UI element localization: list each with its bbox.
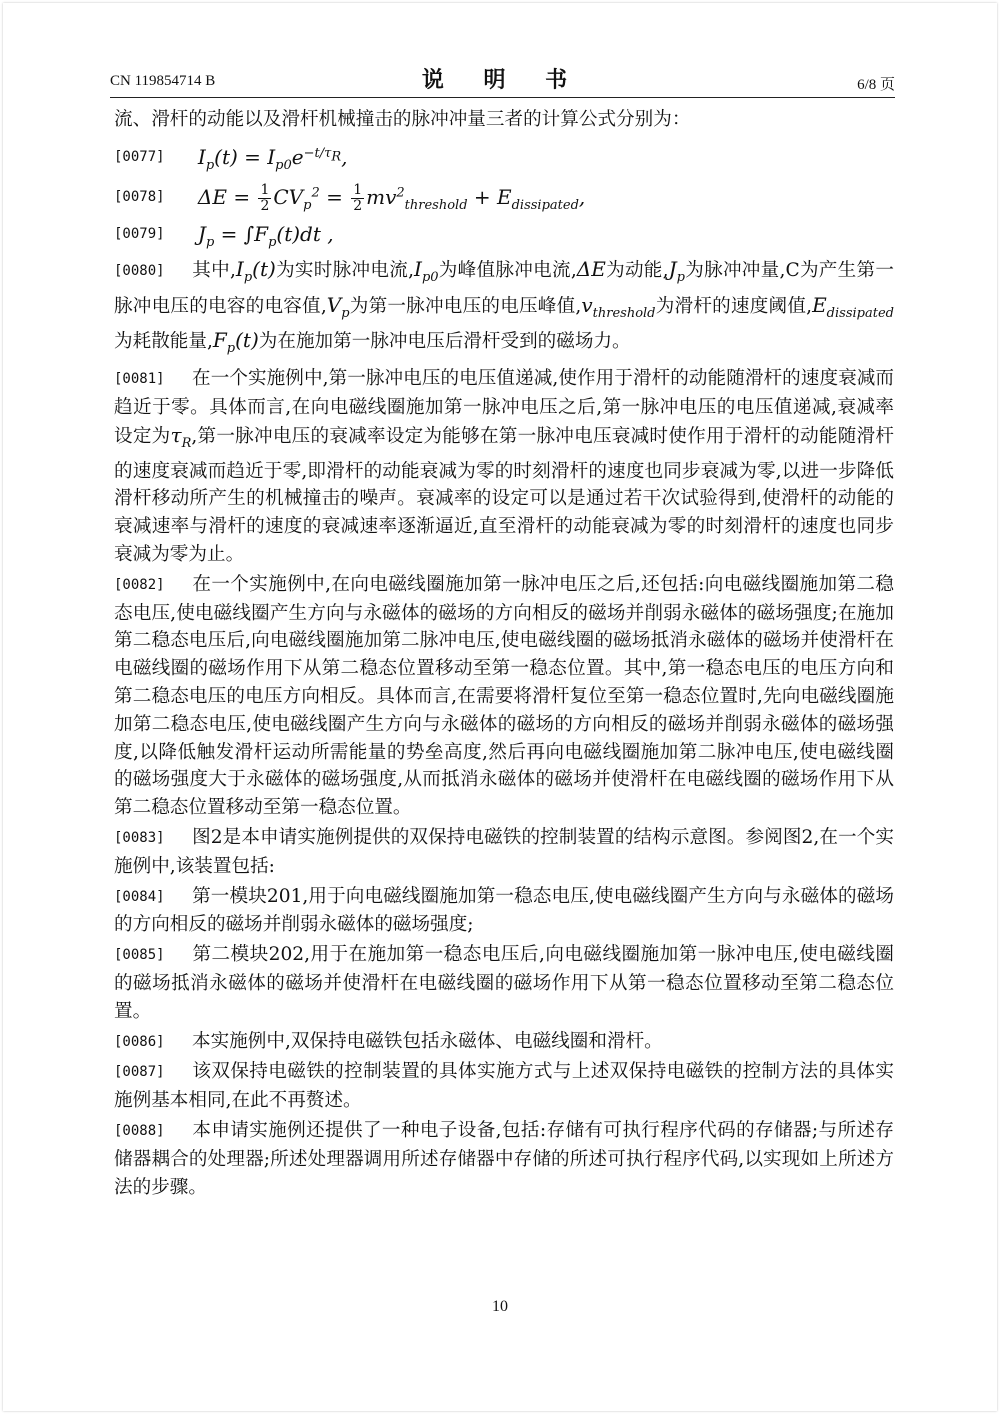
intro-line: 流、滑杆的动能以及滑杆机械撞击的脉冲冲量三者的计算公式分别为： [114, 109, 691, 130]
document-title: 说 明 书 [421, 67, 584, 93]
paragraph-text: 为脉冲冲量,C为产生第一脉冲电压的电容的电容值, [114, 259, 894, 317]
paragraph-number: [0078] [114, 189, 165, 206]
paragraph-number: [0081] [114, 371, 165, 388]
header-divider [110, 97, 895, 98]
symbol-v-threshold: $v_{threshold}$ [581, 292, 656, 321]
paragraph-text: 为第一脉冲电压的电压峰值, [349, 295, 582, 317]
symbol-vp: $V_p$ [326, 292, 350, 321]
paragraph-text: 在一个实施例中,第一脉冲电压的电压值递减,使作用于滑杆的动能随滑杆的速度衰减而趋近于零。具体而言,在向电磁线圈施加第一脉冲电压之后,第一脉冲电压的电压值递减,衰减率设定为 [114, 368, 894, 447]
paragraph-text: 图2是本申请实施例提供的双保持电磁铁的控制装置的结构示意图。参阅图2,在一个实施例中,该装置包括: [114, 826, 894, 877]
paragraph-text: 为耗散能量, [114, 331, 213, 353]
paragraph-0077 [114, 136, 894, 172]
symbol-delta-e: ΔE [576, 256, 606, 281]
page-header [110, 63, 895, 95]
paragraph-number: [0080] [114, 262, 165, 279]
paragraph-0079 [114, 216, 894, 252]
paragraph-number: [0088] [114, 1122, 165, 1139]
publication-number: CN 119854714 B [110, 73, 216, 89]
document-page [3, 3, 997, 1411]
symbol-ip-t: $I_p(t)$ [235, 256, 276, 285]
paragraph-number: [0085] [114, 947, 165, 964]
page-number: 10 [492, 1298, 508, 1315]
formula-impulse: $J_p = \int F_p(t)dt$ , [197, 221, 334, 250]
formula-energy: ΔE = $\frac{1}{2}$ $CV_p^2$ = $\frac{1}{2}$ $mv^2_{threshold} + E_{dissipated}$, [197, 182, 586, 215]
paragraph-0078 [114, 176, 894, 215]
paragraph-0087 [114, 1058, 894, 1115]
paragraph-text: 为滑杆的速度阈值, [655, 295, 813, 317]
paragraph-number: [0087] [114, 1064, 165, 1081]
symbol-tau-r: $\tau_R$ [170, 422, 192, 451]
paragraph-0084 [114, 883, 894, 940]
symbol-e-dissipated: $E_{dissipated}$ [812, 292, 894, 321]
paragraph-text: 该双保持电磁铁的控制装置的具体实施方式与上述双保持电磁铁的控制方法的具体实施例基本相同,在此不再赘述。 [114, 1061, 894, 1112]
paragraph-text: 为峰值脉冲电流, [438, 259, 577, 281]
paragraph-0080 [114, 256, 894, 363]
paragraph-number: [0077] [114, 149, 165, 166]
paragraph-text: 为动能, [605, 259, 669, 281]
paragraph-number: [0083] [114, 829, 165, 846]
paragraph-text: 为实时脉冲电流, [275, 259, 415, 281]
symbol-fp-t: $F_p(t)$ [212, 328, 259, 357]
symbol-ip0: $I_{p0}$ [414, 256, 439, 285]
paragraph-number: [0084] [114, 888, 165, 905]
paragraph-number: [0082] [114, 576, 165, 593]
page-count: 6/8 页 [857, 77, 895, 93]
formula-current: $I_p(t) = I_{p0}e^{-t/\tau_R}$, [197, 145, 348, 174]
paragraph-0083 [114, 824, 894, 881]
paragraph-text: 为在施加第一脉冲电压后滑杆受到的磁场力。 [258, 331, 631, 353]
paragraph-text: 本实施例中,双保持电磁铁包括永磁体、电磁线圈和滑杆。 [192, 1030, 663, 1052]
paragraph-text: 第二模块202,用于在施加第一稳态电压后,向电磁线圈施加第一脉冲电压,使电磁线圈的磁场抵消永磁体的磁场并使滑杆在电磁线圈的磁场作用下从第一稳态位置移动至第二稳态位置。 [114, 944, 894, 1022]
paragraph-text: 本申请实施例还提供了一种电子设备,包括:存储有可执行程序代码的存储器;与所述存储器耦合的处理器;所述处理器调用所述存储器中存储的所述可执行程序代码,以实现如上所述方法的步骤。 [114, 1119, 894, 1198]
paragraph-0085 [114, 941, 894, 1025]
paragraph-0082 [114, 571, 894, 822]
symbol-jp: $J_p$ [668, 256, 685, 285]
paragraph-text: ,第一脉冲电压的衰减率设定为能够在第一脉冲电压衰减时使作用于滑杆的动能随滑杆的速度衰减而趋近于零,即滑杆的动能衰减为零的时刻滑杆的速度也同步衰减为零,以进一步降低滑杆移动所产生的机械撞击的噪声。衰减率的设定可以是通过若干次试验得到,使滑杆的动能的衰减速率与滑杆的速度的衰减速率逐渐逼近,直至滑杆的动能衰减为零的时刻滑杆的速度也同步衰减为零为止。 [114, 425, 894, 565]
paragraph-number: [0086] [114, 1033, 165, 1050]
paragraph-text: 第一模块201,用于向电磁线圈施加第一稳态电压,使电磁线圈产生方向与永磁体的磁场的方向相反的磁场并削弱永磁体的磁场强度; [114, 885, 894, 936]
paragraph-text: 在一个实施例中,在向电磁线圈施加第一脉冲电压之后,还包括:向电磁线圈施加第二稳态电压,使电磁线圈产生方向与永磁体的磁场的方向相反的磁场并削弱永磁体的磁场强度;在施加第二稳态电压后,向电磁线圈施加第二脉冲电压,使电磁线圈的磁场抵消永磁体的磁场并使滑杆在电磁线圈的磁场作用下从第二稳态位置移动至第一稳态位置。其中,第一稳态电压的电压方向和第二稳态电压的电压方向相反。具体而言,在需要将滑杆复位至第一稳态位置时,先向电磁线圈施加第二稳态电压,使电磁线圈产生方向与永磁体的磁场的方向相反的磁场并削弱永磁体的磁场强度,以降低触发滑杆运动所需能量的势垒高度,然后再向电磁线圈施加第二脉冲电压,使电磁线圈的磁场强度大于永磁体的磁场强度,从而抵消永磁体的磁场并使滑杆在电磁线圈的磁场作用下从第二稳态位置移动至第一稳态位置。 [114, 573, 894, 819]
paragraph-0086 [114, 1028, 894, 1057]
paragraph-0081 [114, 365, 894, 569]
document-body [114, 106, 894, 1201]
paragraph-text: 其中, [192, 259, 236, 281]
paragraph-number: [0079] [114, 225, 165, 242]
paragraph-0088 [114, 1117, 894, 1201]
